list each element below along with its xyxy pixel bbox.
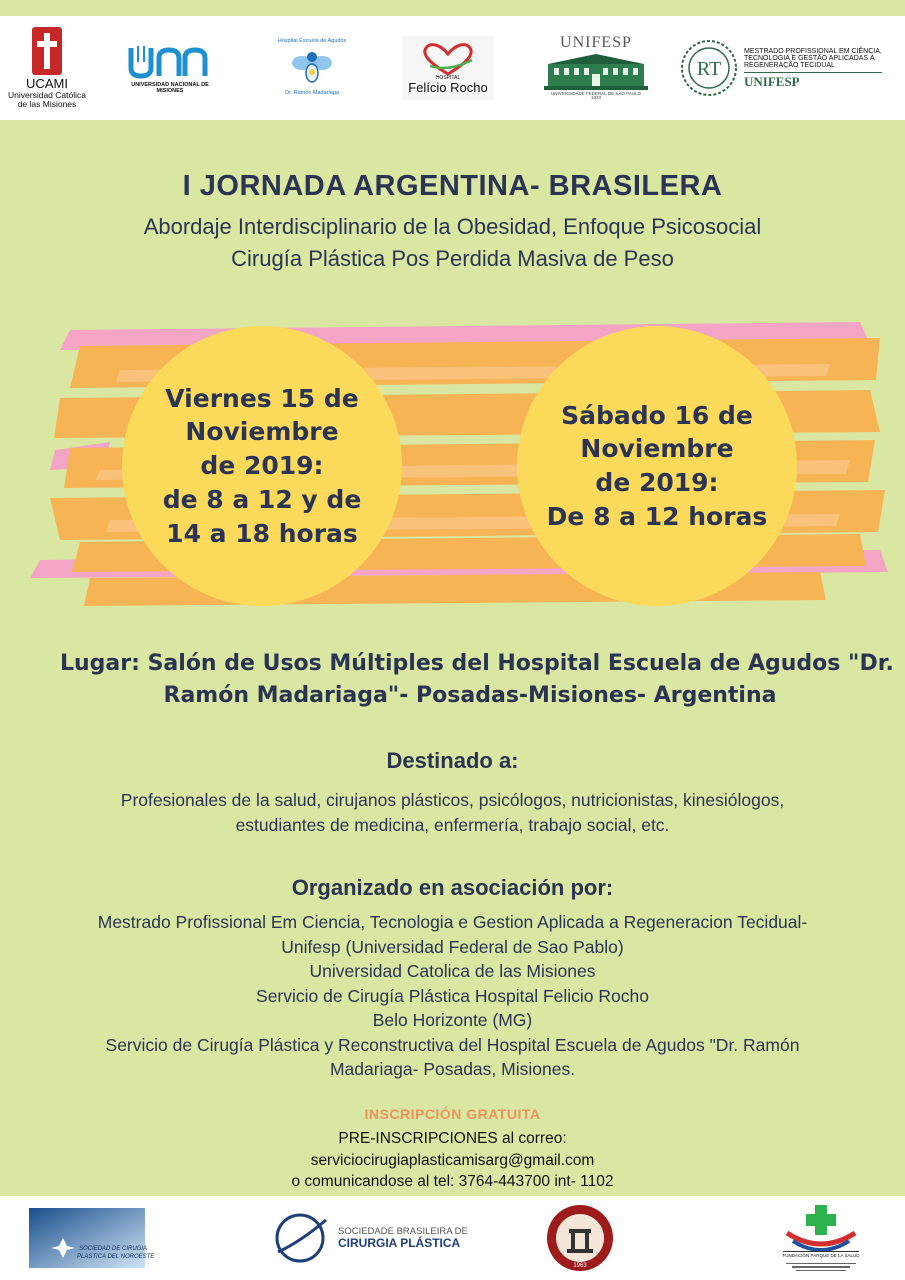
svg-text:RT: RT [696,58,722,80]
audience-line-1: Profesionales de la salud, cirujanos plásticos, psicólogos, nutricionistas, kinesiólogos, [120,790,785,810]
mestrado-line3: REGENERAÇÃO TECIDUAL [744,62,882,72]
mestrado-line1: MESTRADO PROFISSIONAL EM CIÊNCIA, [744,47,882,55]
ucami-name: UCAMI [26,76,68,92]
mestrado-logo [680,16,888,120]
seal-year: 1963 [573,1263,587,1269]
ucami-line1: Universidad Católica [8,89,86,100]
noroeste-logo [28,1206,155,1270]
friday-line-4: de 8 a 12 y de [162,484,362,514]
hospital-escuela-top: Hospital Escuela de Agudos [277,38,347,45]
unifesp-logo [540,16,652,120]
organizers-heading: Organizado en asociación por: [291,875,614,900]
friday-date-circle [122,326,402,606]
fundacion-logo [776,1200,866,1276]
organizer-line: Mestrado Profissional Em Ciencia, Tecnologia e Gestion Aplicada a Regeneracion Tecidual- [97,912,808,932]
felicio-small: HOSPITAL [435,74,461,81]
mestrado-line2: TECNOLOGIA E GESTÃO APLICADAS À [744,55,875,62]
ucami-cross-icon [32,27,62,75]
venue-text [60,648,894,712]
unam-caption: UNIVERSIDAD NACIONAL DE MISIONES [131,81,209,94]
ucami-logo [6,16,88,120]
organizer-line: Servicio de Cirugía Plástica y Reconstructiva del Hospital Escuela de Agudos "Dr. Ramón [105,1034,800,1055]
audience-text [40,788,865,837]
saturday-line-3: de 2019: [595,468,719,497]
fundacion-cross-icon [783,1203,859,1251]
friday-line-1: Viernes 15 de [165,383,359,413]
unifesp-caption: UNIVERSIDADE FEDERAL DE SÃO PAULO [550,90,642,96]
contact-phone-text: o comunicandose al tel: 3764-443700 int- 1102 [291,1173,614,1190]
venue-line-2: Ramón Madariaga"- Posadas-Misiones- Argentina [163,682,777,708]
unifesp-building-icon [544,52,648,90]
free-registration-label: INSCRIPCIÓN GRATUITA [364,1106,541,1122]
sbcp-line1: SOCIEDADE BRASILEIRA DE [338,1225,468,1237]
noroeste-sky-icon [29,1208,155,1268]
ucami-line2: de las Misiones [17,98,77,109]
venue-line-1: Lugar: Salón de Usos Múltiples del Hospital Escuela de Agudos "Dr. [60,651,894,676]
saturday-line-1: Sábado 16 de [561,400,753,430]
organizer-line: Universidad Catolica de las Misiones [309,961,596,981]
saturday-date-circle [517,326,797,606]
event-subtitle-2: Cirugía Plástica Pos Perdida Masiva de Peso [231,246,674,271]
contact-email-link[interactable]: serviciocirugiaplasticamisarg@gmail.com [310,1151,595,1169]
event-title: I JORNADA ARGENTINA- BRASILERA [182,170,723,202]
header-logo-bar [0,16,905,120]
pre-registration-text: PRE-INSCRIPCIONES al correo: [338,1130,567,1147]
svg-text:SOCIEDAD DE CIRUGIA: SOCIEDAD DE CIRUGIA [79,1246,148,1252]
fundacion-line1: FUNDACIÓN PARQUE DE LA SALUD [782,1252,860,1258]
audience-line-2: estudiantes de medicina, enfermería, trabajo social, etc. [235,814,670,835]
saturday-line-4: De 8 a 12 horas [546,501,768,531]
seal-icon [545,1203,615,1273]
friday-line-5: 14 a 18 horas [166,518,358,548]
heart-icon [418,42,478,76]
friday-line-2: Noviembre [185,417,339,447]
rt-seal-icon [680,39,738,97]
unam-wordmark-icon [125,42,215,80]
mestrado-brand: UNIFESP [744,73,800,89]
organizers-list [40,910,865,1082]
society-seal-logo [544,1202,616,1274]
event-subtitle-1: Abordaje Interdisciplinario de la Obesidad, Enfoque Psicosocial [143,214,762,239]
svg-text:PLASTICA DEL NOROESTE: PLASTICA DEL NOROESTE [77,1254,155,1260]
unifesp-year: 1933 [590,95,601,101]
felicio-name: Felício Rocho [408,79,488,95]
hospital-escuela-logo [272,16,352,120]
felicio-rocho-logo [400,16,496,120]
hospital-figure-icon [289,45,335,91]
footer-logo-bar [0,1196,905,1280]
hospital-escuela-bottom: Dr. Ramón Madariaga [285,90,339,96]
saturday-line-2: Noviembre [580,434,734,464]
sbcp-circle-icon [270,1212,330,1264]
sbcp-line2: CIRURGIA PLÁSTICA [338,1235,461,1250]
unifesp-name: UNIFESP [560,33,632,51]
sbcp-logo [270,1206,470,1270]
organizer-line: Madariaga- Posadas, Misiones. [329,1059,576,1079]
organizer-line: Belo Horizonte (MG) [372,1010,533,1030]
friday-line-3: de 2019: [200,451,324,481]
unam-logo [118,16,222,120]
organizer-line: Unifesp (Universidad Federal de Sao Pablo) [281,936,624,957]
contact-info [0,1128,905,1193]
organizer-line: Servicio de Cirugía Plástica Hospital Felicio Rocho [256,985,649,1006]
audience-heading: Destinado a: [386,748,519,773]
